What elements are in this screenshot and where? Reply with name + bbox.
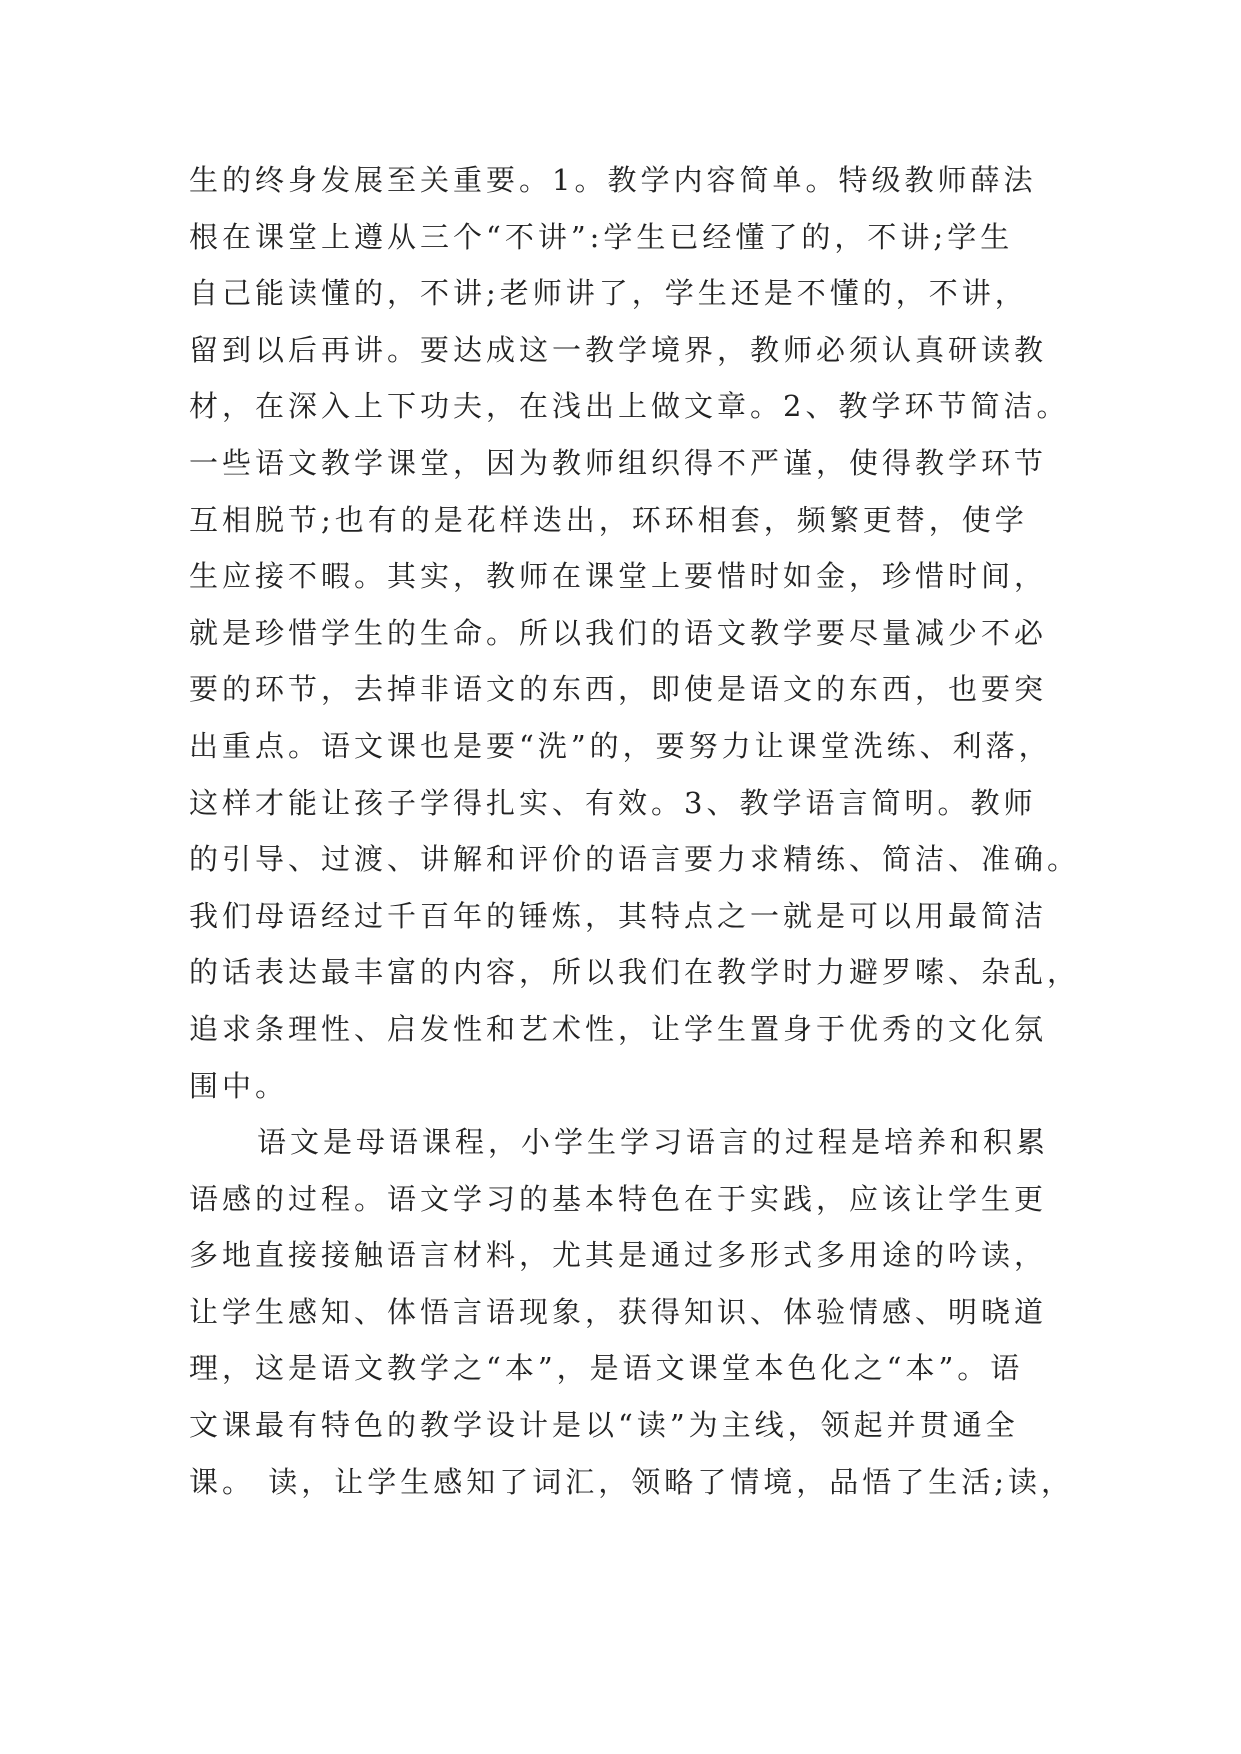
text-line: 的引导、过渡、讲解和评价的语言要力求精练、简洁、准确。 [189, 842, 1081, 877]
text-line: 追求条理性、启发性和艺术性，让学生置身于优秀的文化氛 [189, 1011, 1048, 1046]
text-line: 围中。 [189, 1068, 289, 1103]
text-line: 多地直接接触语言材料，尤其是通过多形式多用途的吟读， [189, 1238, 1048, 1273]
text-line: 我们母语经过千百年的锤炼，其特点之一就是可以用最简洁 [189, 898, 1048, 933]
text-line: 文课最有特色的教学设计是以“读”为主线，领起并贯通全 [189, 1408, 1019, 1443]
text-line: 这样才能让孩子学得扎实、有效。3、教学语言简明。教师 [189, 785, 1037, 820]
text-line: 生应接不暇。其实，教师在课堂上要惜时如金，珍惜时间， [189, 559, 1048, 594]
text-line: 的话表达最丰富的内容，所以我们在教学时力避罗嗦、杂乱， [189, 955, 1081, 990]
text-line: 一些语文教学课堂，因为教师组织得不严谨，使得教学环节 [189, 445, 1048, 480]
text-line: 留到以后再讲。要达成这一教学境界，教师必须认真研读教 [189, 332, 1048, 367]
text-line: 根在课堂上遵从三个“不讲”:学生已经懂了的，不讲;学生 [189, 219, 1014, 254]
text-line: 生的终身发展至关重要。1。教学内容简单。特级教师薛法 [189, 163, 1037, 197]
text-line: 材，在深入上下功夫，在浅出上做文章。2、教学环节简洁。 [189, 389, 1070, 424]
paragraph-first-line: 语文是母语课程，小学生学习语言的过程是培养和积累 [257, 1125, 1050, 1160]
text-line: 让学生感知、体悟言语现象，获得知识、体验情感、明晓道 [189, 1294, 1048, 1329]
text-line: 要的环节，去掉非语文的东西，即使是语文的东西，也要突 [189, 672, 1048, 707]
text-line: 语感的过程。语文学习的基本特色在于实践，应该让学生更 [189, 1181, 1048, 1216]
document-body [189, 152, 1081, 1510]
text-line: 就是珍惜学生的生命。所以我们的语文教学要尽量减少不必 [189, 615, 1048, 650]
text-line: 出重点。语文课也是要“洗”的，要努力让课堂洗练、利落， [189, 728, 1052, 763]
text-line: 理，这是语文教学之“本”，是语文课堂本色化之“本”。语 [189, 1351, 1024, 1386]
text-line: 互相脱节;也有的是花样迭出，环环相套，频繁更替，使学 [189, 502, 1028, 537]
text-line: 课。 读，让学生感知了词汇，领略了情境，品悟了生活;读， [189, 1464, 1074, 1499]
text-line: 自己能读懂的，不讲;老师讲了，学生还是不懂的，不讲， [189, 276, 1028, 311]
